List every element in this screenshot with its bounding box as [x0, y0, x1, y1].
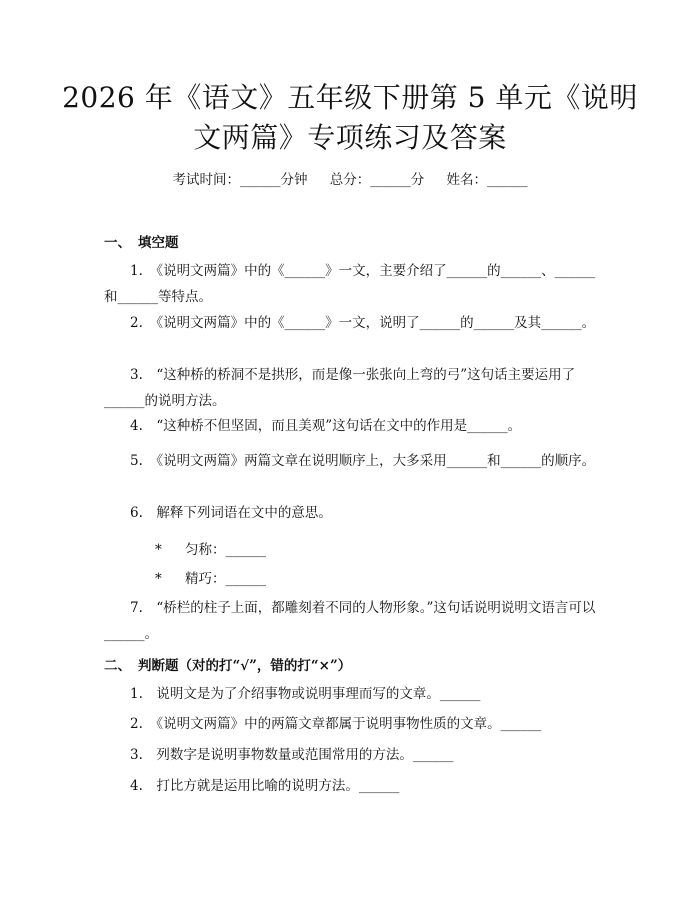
section-number: 一、	[104, 235, 131, 251]
item-text: 精巧：______	[185, 571, 266, 587]
question-6-item-1	[155, 538, 266, 558]
exam-name: 姓名：______	[446, 172, 528, 188]
exam-time: 考试时间：______分钟	[172, 172, 308, 188]
bullet-marker: *	[155, 542, 162, 558]
question-fill-2: 2. 《说明文两篇》中的《______》一文，说明了______的______及其______。	[130, 315, 596, 331]
question-judge-2: 2. 《说明文两篇》中的两篇文章都属于说明事物性质的文章。______	[130, 716, 542, 732]
question-fill-5: 5. 《说明文两篇》两篇文章在说明顺序上，大多采用______和______的顺序。	[130, 453, 596, 469]
section-title: 判断题（对的打“√”，错的打“×”）	[138, 658, 352, 674]
title-line-1: 2026 年《语文》五年级下册第 5 单元《说明	[62, 81, 638, 114]
section-fill-blank-heading	[104, 231, 179, 251]
question-fill-3: 3. “这种桥的桥洞不是拱形，而是像一张张向上弯的弓”这句话主要运用了______的说明方法。	[104, 367, 576, 409]
item-text: 匀称：______	[185, 542, 266, 558]
section-true-false-heading	[104, 654, 351, 674]
question-judge-1: 1. 说明文是为了介绍事物或说明事理而写的文章。______	[130, 686, 481, 702]
title-line-2: 文两篇》专项练习及答案	[193, 121, 507, 154]
question-6-item-2	[155, 567, 266, 587]
bullet-marker: *	[155, 571, 162, 587]
section-number: 二、	[104, 658, 131, 674]
exam-total-score: 总分：______分	[329, 172, 425, 188]
question-judge-4: 4. 打比方就是运用比喻的说明方法。______	[130, 778, 400, 794]
exam-info	[0, 168, 700, 188]
question-fill-4: 4. “这种桥不但坚固，而且美观”这句话在文中的作用是______。	[130, 418, 522, 434]
question-fill-7: 7. “桥栏的柱子上面，都雕刻着不同的人物形象。”这句话说明说明文语言可以______。	[104, 600, 596, 642]
question-judge-3: 3. 列数字是说明事物数量或范围常用的方法。______	[130, 747, 454, 763]
section-title: 填空题	[138, 235, 179, 251]
question-fill-6: 6. 解释下列词语在文中的意思。	[130, 505, 332, 521]
document-title	[60, 78, 640, 158]
question-fill-1: 1. 《说明文两篇》中的《______》一文，主要介绍了______的______、______和______等特点。	[104, 263, 596, 305]
